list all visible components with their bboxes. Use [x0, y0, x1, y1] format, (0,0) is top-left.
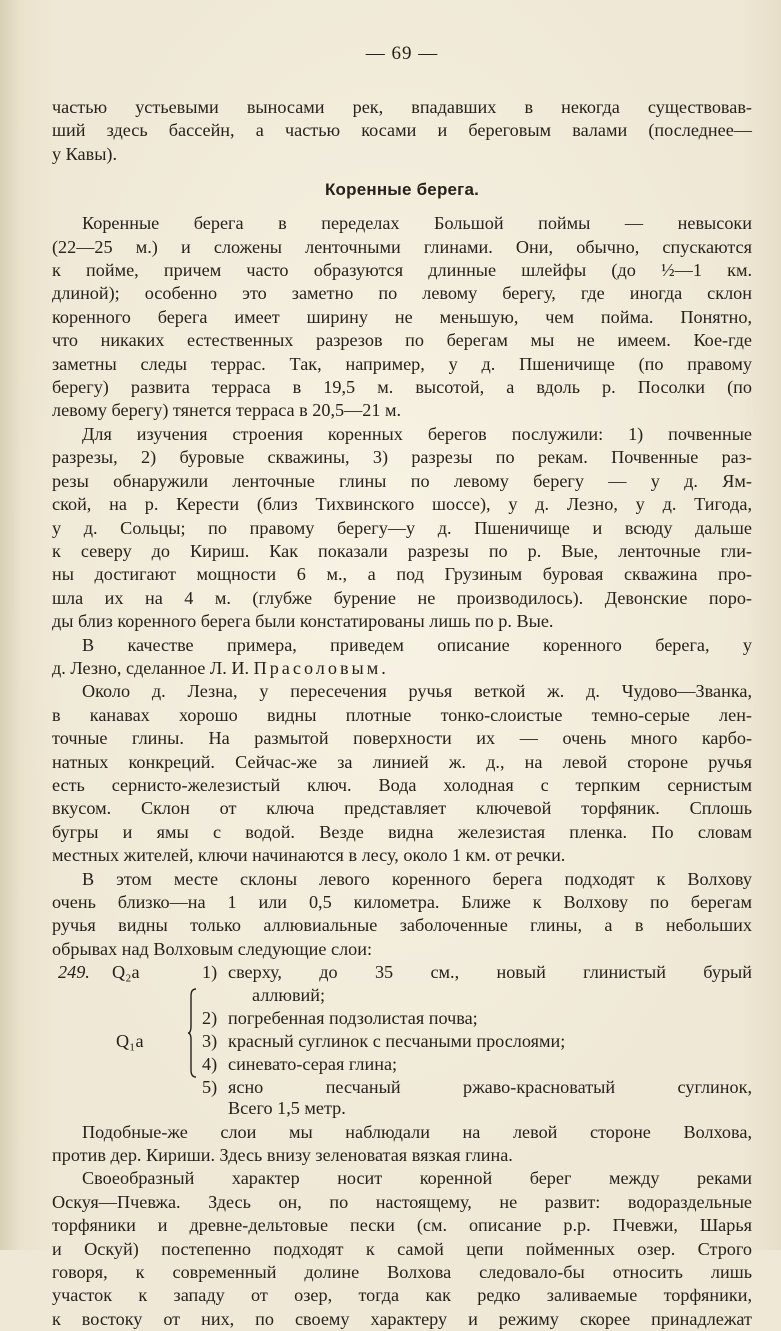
text-line: левому берегу) тянется терраса в 20,5—21 м.	[52, 400, 402, 421]
text-line: Оскуя—Пчевжа. Здесь он, по настоящему, не развит: водораздельные	[52, 1191, 752, 1212]
text-line: коренного берега имеет ширину не меньшую, чем пойма. Понятно,	[52, 306, 752, 327]
layer-text: сверху, до 35 см., новый глинистый бурый	[228, 962, 752, 983]
text-line: вкусом. Склон от ключа представляет ключевой торфяник. Сплошь	[52, 798, 752, 819]
text-line: и Оскуй) постепенно подходят к самой цепи пойменных озер. Строго	[52, 1238, 752, 1259]
brace-icon	[188, 988, 198, 1078]
layer-number: 2)	[202, 1008, 218, 1029]
layer-section	[52, 961, 752, 1097]
page-number: — 69 —	[365, 43, 439, 64]
text-line: заметны следы террас. Так, например, у д. Пшеничище (по правому	[52, 353, 752, 374]
author-name: Прасоловым.	[253, 657, 389, 678]
layer-number: 3)	[202, 1031, 218, 1052]
text-line: что никаких естественных разрезов по берегам мы не имеем. Кое-где	[52, 330, 752, 351]
text-line: против дер. Кириши. Здесь внизу зеленоватая вязкая глина.	[52, 1145, 513, 1166]
text-line: к пойме, причем часто образуются длинные шлейфы (до ½—1 км.	[52, 260, 752, 281]
text-line: у Кавы).	[52, 143, 118, 164]
stratigraphic-index: Q₂a	[112, 962, 140, 983]
text-line: точные глины. На размытой поверхности их — очень много карбо-	[52, 728, 752, 749]
layer-number: 4)	[202, 1054, 218, 1075]
text-line: длиной); особенно это заметно по левому берегу, где иногда склон	[52, 283, 752, 304]
text-line: очень близко—на 1 или 0,5 километра. Ближе к Волхову по берегам	[52, 892, 752, 912]
layer-text: красный суглинок с песчаными прослоями;	[228, 1031, 566, 1052]
page-content	[52, 42, 752, 1331]
text-line: В этом месте склоны левого коренного берега подходят к Волхову	[82, 868, 752, 889]
text-line: к востоку от них, по своему характеру и режиму скорее принадлежат	[52, 1308, 752, 1329]
text-line: в канавах хорошо видны плотные тонко-слоистые темно-серые лен-	[52, 704, 752, 725]
text-line: у д. Сольцы; по правому берегу—у д. Пшеничище и всюду дальше	[52, 517, 752, 538]
layer-text: синевато-серая глина;	[228, 1054, 398, 1075]
text-line: к северу до Кириш. Как показали разрезы по р. Вые, ленточные гли-	[52, 540, 752, 561]
text-line: ской, на р. Керести (близ Тихвинского шоссе), у д. Лезно, у д. Тигода,	[52, 494, 752, 515]
text-line: обрывах над Волховым следующие слои:	[52, 938, 373, 959]
text-line: Около д. Лезна, у пересечения ручья веткой ж. д. Чудово—Званка,	[82, 681, 752, 702]
text-line: Для изучения строения коренных берегов послужили: 1) почвенные	[82, 423, 752, 444]
text-line: (22—25 м.) и сложены ленточными глинами. Они, обычно, спускаются	[52, 236, 752, 257]
text-line: ручья видны только аллювиальные заболоченные глины, а в небольших	[52, 915, 752, 936]
sample-number: 249.	[58, 962, 90, 983]
text-line: местных жителей, ключи начинаются в лесу, около 1 км. от речки.	[52, 845, 566, 866]
layer-text: погребенная подзолистая почва;	[228, 1008, 478, 1029]
layer-number: 1)	[202, 962, 218, 983]
text-line: есть сернисто-железистый ключ. Вода холодная с терпким сернистым	[52, 774, 752, 795]
text-line: ший здесь бассейн, а частью косами и береговым валами (последнее—	[52, 120, 752, 141]
text-fragment: д. Лезно, сделанное Л. И.	[52, 657, 254, 678]
text-line: участок к западу от озер, тогда как редко заливаемые торфяники,	[52, 1285, 752, 1306]
text-line: шла их на 4 м. (глубже бурение не производилось). Девонские поро-	[52, 587, 752, 608]
text-line: Коренные берега в переделах Большой поймы — невысоки	[82, 213, 752, 234]
text-line: торфяники и древне-дельтовые пески (см. описание р.р. Пчевжи, Шарья	[52, 1215, 752, 1236]
text-line: натных конкреций. Сейчас-же за линией ж. д., на левой стороне ручья	[52, 751, 752, 772]
layer-text: аллювий;	[252, 985, 326, 1006]
text-line: В качестве примера, приведем описание коренного берега, у	[82, 634, 752, 655]
text-line: разрезы, 2) буровые скважины, 3) разрезы по рекам. Почвенные раз-	[52, 447, 752, 468]
text-line: Подобные-же слои мы наблюдали на левой стороне Волхова,	[82, 1121, 752, 1142]
text-line: бугры и ямы с водой. Везде видна железистая пленка. По словам	[52, 821, 752, 842]
section-total: Всего 1,5 метр.	[228, 1098, 346, 1119]
layer-number: 5)	[202, 1077, 218, 1098]
layer-text: ясно песчаный ржаво-красноватый суглинок,	[228, 1077, 752, 1098]
stratigraphic-index: Q₁a	[116, 1031, 144, 1052]
text-line: Своеобразный характер носит коренной берег между реками	[82, 1168, 752, 1189]
text-line: ны достигают мощности 6 м., а под Грузиным буровая скважина про-	[52, 564, 752, 585]
text-line	[52, 657, 752, 680]
text-line: ды близ коренного берега были констатированы лишь по р. Вые.	[52, 611, 554, 632]
text-line: частью устьевыми выносами рек, впадавших в некогда существовав-	[52, 97, 752, 117]
section-heading: Коренные берега.	[324, 180, 480, 200]
text-line: берегу) развита терраса в 19,5 м. высотой, а вдоль р. Посолки (по	[52, 377, 752, 398]
text-line: говоря, к современный долине Волхова следовало-бы относить лишь	[52, 1262, 752, 1283]
text-line: резы обнаружили ленточные глины по левому берегу — у д. Ям-	[52, 470, 752, 491]
